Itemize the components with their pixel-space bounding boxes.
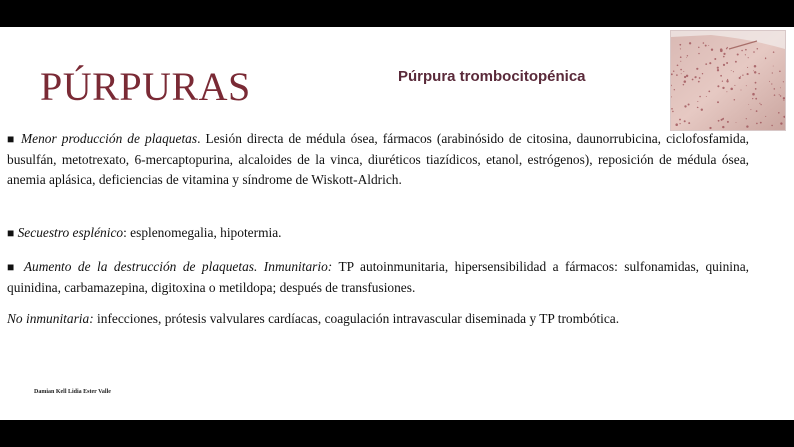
- petechia-dot: [755, 98, 757, 100]
- petechia-dot: [699, 96, 701, 98]
- petechia-dot: [720, 75, 722, 77]
- petechia-dot: [679, 123, 680, 124]
- petechia-dot: [745, 49, 747, 51]
- petechia-dot: [746, 125, 748, 127]
- slide-subtitle: Púrpura trombocitopénica: [398, 68, 586, 85]
- petechia-dot: [684, 76, 686, 78]
- petechia-dot: [760, 104, 761, 105]
- petechia-dot: [757, 48, 759, 50]
- paragraph-lead: Secuestro esplénico: [17, 225, 124, 240]
- petechia-dot: [765, 58, 766, 59]
- petechia-dot: [760, 122, 762, 124]
- skin-purpura-photo: [670, 30, 786, 131]
- petechia-dot: [772, 72, 773, 73]
- petechia-dot: [735, 61, 737, 63]
- paragraph-splenic-sequestration: [7, 223, 749, 244]
- petechia-dot: [683, 71, 684, 72]
- petechia-dot: [683, 84, 685, 86]
- petechia-dot: [684, 105, 686, 107]
- petechia-dot: [756, 123, 758, 125]
- petechia-dot: [708, 45, 709, 46]
- petechia-dot: [730, 88, 733, 91]
- petechia-dot: [692, 79, 694, 81]
- petechia-dot: [774, 88, 776, 90]
- petechia-dot: [726, 91, 727, 92]
- petechia-dot: [706, 96, 707, 97]
- petechia-dot: [726, 48, 727, 49]
- petechia-dot: [723, 56, 725, 58]
- paragraph-increased-destruction: [7, 257, 749, 298]
- petechia-dot: [752, 93, 755, 96]
- petechia-dot: [686, 57, 687, 58]
- paragraph-lead: Aumento de la destrucción de plaquetas. Inmunitario:: [23, 259, 333, 274]
- petechia-dot: [709, 62, 711, 64]
- petechia-dot: [673, 70, 674, 71]
- petechia-dot: [696, 68, 698, 70]
- skin-photo-image: [671, 31, 785, 130]
- petechia-dot: [702, 73, 703, 74]
- petechia-dot: [721, 119, 723, 121]
- petechia-dot: [754, 71, 756, 73]
- petechia-dot: [737, 53, 739, 55]
- petechia-dot: [779, 94, 780, 95]
- petechia-dot: [705, 45, 707, 47]
- petechia-dot: [714, 58, 716, 60]
- petechia-dot: [745, 54, 746, 55]
- petechia-dot: [783, 81, 784, 82]
- paragraph-low-production: [7, 129, 749, 191]
- petechia-dot: [752, 98, 753, 99]
- petechia-dot: [734, 85, 735, 86]
- paragraph-body: TP autoinmunitaria, hipersensibilidad a fármacos: sulfonamidas, quinina, quinidina, carbamazepina, digitoxina o metildopa; después de transfusiones.: [7, 259, 749, 295]
- petechia-dot: [740, 76, 741, 77]
- petechia-dot: [711, 49, 713, 51]
- petechia-dot: [753, 70, 754, 71]
- petechia-dot: [748, 104, 749, 105]
- petechia-dot: [771, 125, 772, 126]
- petechia-dot: [771, 83, 772, 84]
- petechia-dot: [722, 81, 723, 82]
- petechia-dot: [681, 73, 682, 74]
- paragraph-lead: Menor producción de plaquetas: [21, 131, 198, 146]
- petechia-dot: [780, 87, 781, 88]
- petechia-dot: [734, 99, 736, 101]
- petechia-dot: [780, 122, 782, 124]
- petechia-dot: [748, 57, 749, 58]
- petechia-dot: [723, 118, 724, 119]
- paragraph-lead: No inmunitaria:: [7, 311, 94, 326]
- petechia-dot: [780, 95, 781, 96]
- petechia-dot: [736, 122, 737, 123]
- petechia-dot: [755, 88, 757, 90]
- petechia-dot: [680, 61, 681, 62]
- bullet-marker: ■: [7, 260, 18, 274]
- petechia-dot: [723, 64, 725, 66]
- petechia-dot: [699, 77, 701, 79]
- paragraph-body: . Lesión directa de médula ósea, fármacos (arabinósido de citosina, daunorrubicina, ciclofosfamida, busulfán, metotrexato, 6-mercaptopurina, alcaloides de la vinca, diuréticos tiazídicos, etanol, estrógenos), reposición de médula ósea, anemia aplásica, deficiencias de vitamina y síndrome de Wiskott-Aldrich.: [7, 131, 749, 187]
- petechia-dot: [703, 42, 705, 44]
- petechia-dot: [717, 67, 719, 69]
- petechia-dot: [684, 120, 686, 122]
- petechia-dot: [731, 70, 732, 71]
- slide-title: PÚRPURAS: [40, 64, 251, 109]
- petechia-dot: [733, 71, 734, 72]
- petechia-dot: [727, 121, 729, 123]
- petechia-dot: [717, 69, 719, 71]
- petechia-dot: [722, 126, 724, 128]
- petechia-dot: [672, 111, 674, 113]
- petechia-dot: [680, 56, 682, 58]
- petechia-dot: [783, 100, 784, 101]
- petechia-dot: [750, 109, 751, 110]
- petechia-dot: [697, 101, 698, 102]
- petechia-dot: [753, 51, 755, 53]
- petechia-dot: [679, 119, 681, 121]
- petechia-dot: [686, 75, 688, 77]
- author-credit: Damian Kell Lidia Ester Valle: [34, 389, 111, 395]
- bullet-marker: ■: [7, 226, 15, 240]
- petechia-dot: [754, 65, 757, 68]
- petechia-dot: [741, 90, 742, 91]
- petechia-dot: [727, 79, 728, 80]
- petechia-dot: [773, 66, 774, 67]
- petechia-dot: [696, 76, 697, 77]
- bullet-marker: ■: [7, 132, 16, 146]
- slide: [0, 27, 794, 420]
- petechia-dot: [783, 97, 785, 99]
- petechia-dot: [675, 123, 678, 126]
- petechia-dot: [680, 48, 681, 49]
- petechia-dot: [677, 64, 679, 66]
- paragraph-body: infecciones, prótesis valvulares cardíacas, coagulación intravascular diseminada y TP trombótica.: [93, 311, 620, 326]
- petechia-dot: [755, 82, 757, 84]
- petechia-dot: [688, 122, 690, 124]
- petechia-dot: [765, 116, 766, 117]
- petechia-dot: [717, 85, 719, 87]
- petechia-dot: [720, 48, 723, 51]
- petechia-dot: [689, 42, 691, 44]
- paragraph-body: : esplenomegalia, hipotermia.: [123, 225, 282, 240]
- petechia-dot: [746, 118, 747, 119]
- petechia-dot: [717, 101, 719, 103]
- petechia-dot: [697, 107, 698, 108]
- petechia-dot: [774, 94, 776, 96]
- petechia-dot: [739, 77, 741, 79]
- petechia-dot: [758, 73, 759, 74]
- petechia-dot: [747, 73, 749, 75]
- petechia-dot: [741, 50, 743, 52]
- petechia-dot: [747, 67, 748, 68]
- petechia-dot: [727, 81, 729, 83]
- petechia-dot: [701, 109, 703, 111]
- petechia-dot: [778, 112, 780, 114]
- petechia-dot: [773, 51, 775, 53]
- petechia-dot: [723, 53, 725, 55]
- petechia-dot: [698, 47, 699, 48]
- petechia-dot: [769, 81, 770, 82]
- petechia-dot: [779, 71, 781, 73]
- petechia-dot: [726, 62, 728, 64]
- petechia-dot: [684, 80, 687, 83]
- paragraph-non-immune: [7, 309, 749, 330]
- petechia-dot: [698, 81, 700, 83]
- petechia-dot: [679, 44, 681, 46]
- petechia-dot: [742, 75, 743, 76]
- petechia-dot: [671, 108, 673, 110]
- petechia-dot: [756, 110, 758, 112]
- petechia-dot: [676, 74, 678, 76]
- petechia-dot: [687, 55, 688, 56]
- petechia-dot: [680, 69, 682, 71]
- petechia-dot: [705, 63, 707, 65]
- petechia-dot: [688, 103, 690, 105]
- petechia-dot: [718, 120, 720, 122]
- petechia-dot: [722, 87, 724, 89]
- petechia-dot: [746, 85, 747, 86]
- petechia-dot: [698, 53, 699, 54]
- petechia-dot: [708, 90, 710, 92]
- petechia-dot: [759, 103, 760, 104]
- petechia-dot: [674, 89, 675, 90]
